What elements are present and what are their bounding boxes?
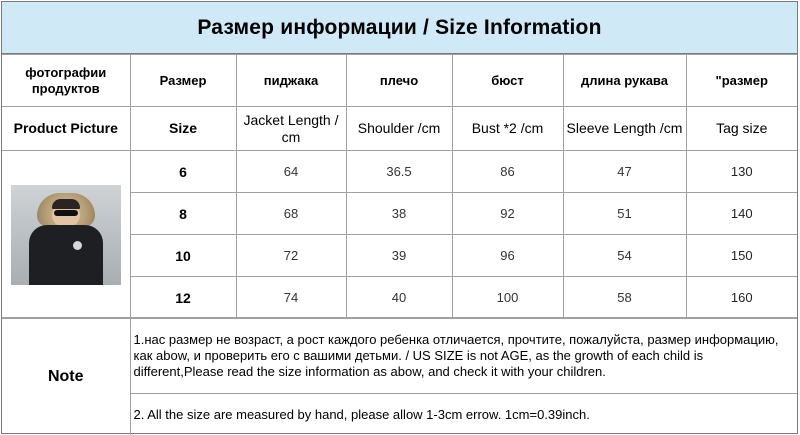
cell-bust: 86 (452, 151, 563, 193)
header-ru-size: Размер (130, 55, 236, 107)
note-text-2: 2. All the size are measured by hand, please allow 1-3cm errow. 1cm=0.39inch. (130, 394, 797, 435)
cell-shoulder: 39 (346, 235, 452, 277)
cell-size: 12 (130, 277, 236, 319)
product-photo (11, 185, 121, 285)
cell-sleeve: 58 (563, 277, 686, 319)
cell-size: 6 (130, 151, 236, 193)
header-ru-sleeve: длина рукава (563, 55, 686, 107)
header-en-jacket: Jacket Length / cm (236, 107, 346, 151)
cell-tag: 130 (686, 151, 797, 193)
cell-bust: 92 (452, 193, 563, 235)
cell-jacket: 74 (236, 277, 346, 319)
sunglasses (54, 210, 78, 216)
size-table (2, 54, 797, 319)
title-bar (2, 2, 797, 54)
cell-jacket: 72 (236, 235, 346, 277)
header-row-en (2, 107, 797, 151)
header-row-ru (2, 55, 797, 107)
page-title: Размер информации / Size Information (197, 15, 602, 39)
header-en-picture: Product Picture (2, 107, 130, 151)
cell-sleeve: 51 (563, 193, 686, 235)
header-en-sleeve: Sleeve Length /cm (563, 107, 686, 151)
cell-size: 8 (130, 193, 236, 235)
note-table (2, 317, 797, 435)
cell-tag: 160 (686, 277, 797, 319)
header-en-shoulder: Shoulder /cm (346, 107, 452, 151)
size-chart (1, 1, 798, 434)
cell-size: 10 (130, 235, 236, 277)
black-coat (29, 225, 103, 285)
cell-tag: 150 (686, 235, 797, 277)
cell-jacket: 64 (236, 151, 346, 193)
cell-sleeve: 47 (563, 151, 686, 193)
header-en-size: Size (130, 107, 236, 151)
header-en-bust: Bust *2 /cm (452, 107, 563, 151)
cell-tag: 140 (686, 193, 797, 235)
cell-shoulder: 36.5 (346, 151, 452, 193)
header-ru-picture: фотографии продуктов (2, 55, 130, 107)
child-hair (52, 199, 80, 209)
cell-bust: 96 (452, 235, 563, 277)
header-ru-tag: "размер (686, 55, 797, 107)
cell-shoulder: 38 (346, 193, 452, 235)
cell-sleeve: 54 (563, 235, 686, 277)
note-text-1: 1.нас размер не возраст, а рост каждого ребенка отличается, прочтите, пожалуйста, размер информацию, как abow, и проверить его с вашими детьми. / US SIZE is not AGE, as the growth of each child is different,Please read the size information as abow, and check it with your children. (130, 318, 797, 394)
note-label: Note (2, 318, 130, 435)
coat-badge (73, 241, 82, 250)
table-row (2, 151, 797, 193)
header-ru-bust: бюст (452, 55, 563, 107)
product-photo-cell (2, 151, 130, 319)
header-en-tag: Tag size (686, 107, 797, 151)
cell-jacket: 68 (236, 193, 346, 235)
header-ru-jacket: пиджака (236, 55, 346, 107)
cell-shoulder: 40 (346, 277, 452, 319)
cell-bust: 100 (452, 277, 563, 319)
note-row-1 (2, 318, 797, 394)
header-ru-shoulder: плечо (346, 55, 452, 107)
